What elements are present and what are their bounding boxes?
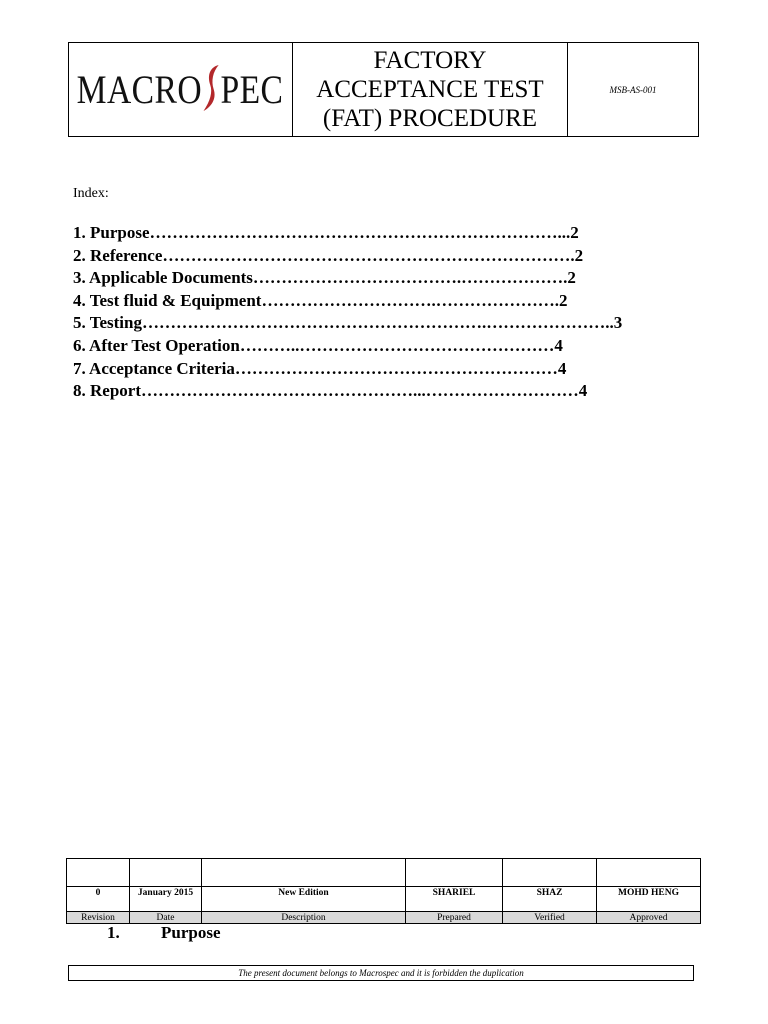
document-code: MSB-AS-001 [609, 84, 657, 95]
revision-header: Revision [67, 912, 130, 924]
section-title: Purpose [161, 923, 221, 942]
title-line: (FAT) PROCEDURE [322, 105, 538, 132]
date-header: Date [130, 912, 202, 924]
description-value: New Edition [202, 887, 406, 912]
logo-text-right: PEC [220, 67, 284, 112]
verified-header: Verified [503, 912, 597, 924]
approved-value: MOHD HENG [597, 887, 701, 912]
toc-item-reference[interactable]: 2. Reference……………………………………………………………….2 [73, 245, 584, 265]
toc-item-acceptance-criteria[interactable]: 7. Acceptance Criteria…………………………………………………4 [73, 358, 567, 378]
date-value: January 2015 [130, 887, 202, 912]
document-header [68, 42, 699, 137]
document-title [293, 43, 568, 136]
prepared-header: Prepared [406, 912, 503, 924]
description-header: Description [202, 912, 406, 924]
revision-header-row [67, 912, 701, 924]
toc-item-testing[interactable]: 5. Testing…………………………………………………….…………………..3 [73, 313, 623, 333]
toc-item-after-test-operation[interactable]: 6. After Test Operation………..………………………………………4 [73, 335, 563, 355]
prepared-value: SHARIEL [406, 887, 503, 912]
index-label: Index: [73, 186, 109, 201]
revision-empty-row [67, 859, 701, 887]
page-footer: The present document belongs to Macrospec and it is forbidden the duplication [68, 965, 694, 981]
toc-item-applicable-documents[interactable]: 3. Applicable Documents……………………………….……………….2 [73, 268, 576, 288]
revision-value: 0 [67, 887, 130, 912]
logo-mark-icon [201, 61, 223, 119]
logo-text-left: MACRO [77, 67, 203, 112]
title-line: FACTORY [373, 47, 487, 74]
logo-cell [69, 43, 293, 136]
approved-header: Approved [597, 912, 701, 924]
section-heading-purpose [107, 923, 221, 943]
revision-row [67, 887, 701, 912]
toc-item-test-fluid-equipment[interactable]: 4. Test fluid & Equipment………………………….………………….2 [73, 290, 568, 310]
title-line: ACCEPTANCE TEST [316, 76, 544, 103]
verified-value: SHAZ [503, 887, 597, 912]
revision-table [66, 858, 701, 924]
section-number: 1. [107, 923, 120, 942]
toc-item-report[interactable]: 8. Report…………………………………………...………………………4 [73, 381, 588, 401]
table-of-contents [73, 222, 693, 403]
macrospec-logo [77, 61, 284, 119]
toc-item-purpose[interactable]: 1. Purpose………………………………………………………………...2 [73, 223, 579, 242]
